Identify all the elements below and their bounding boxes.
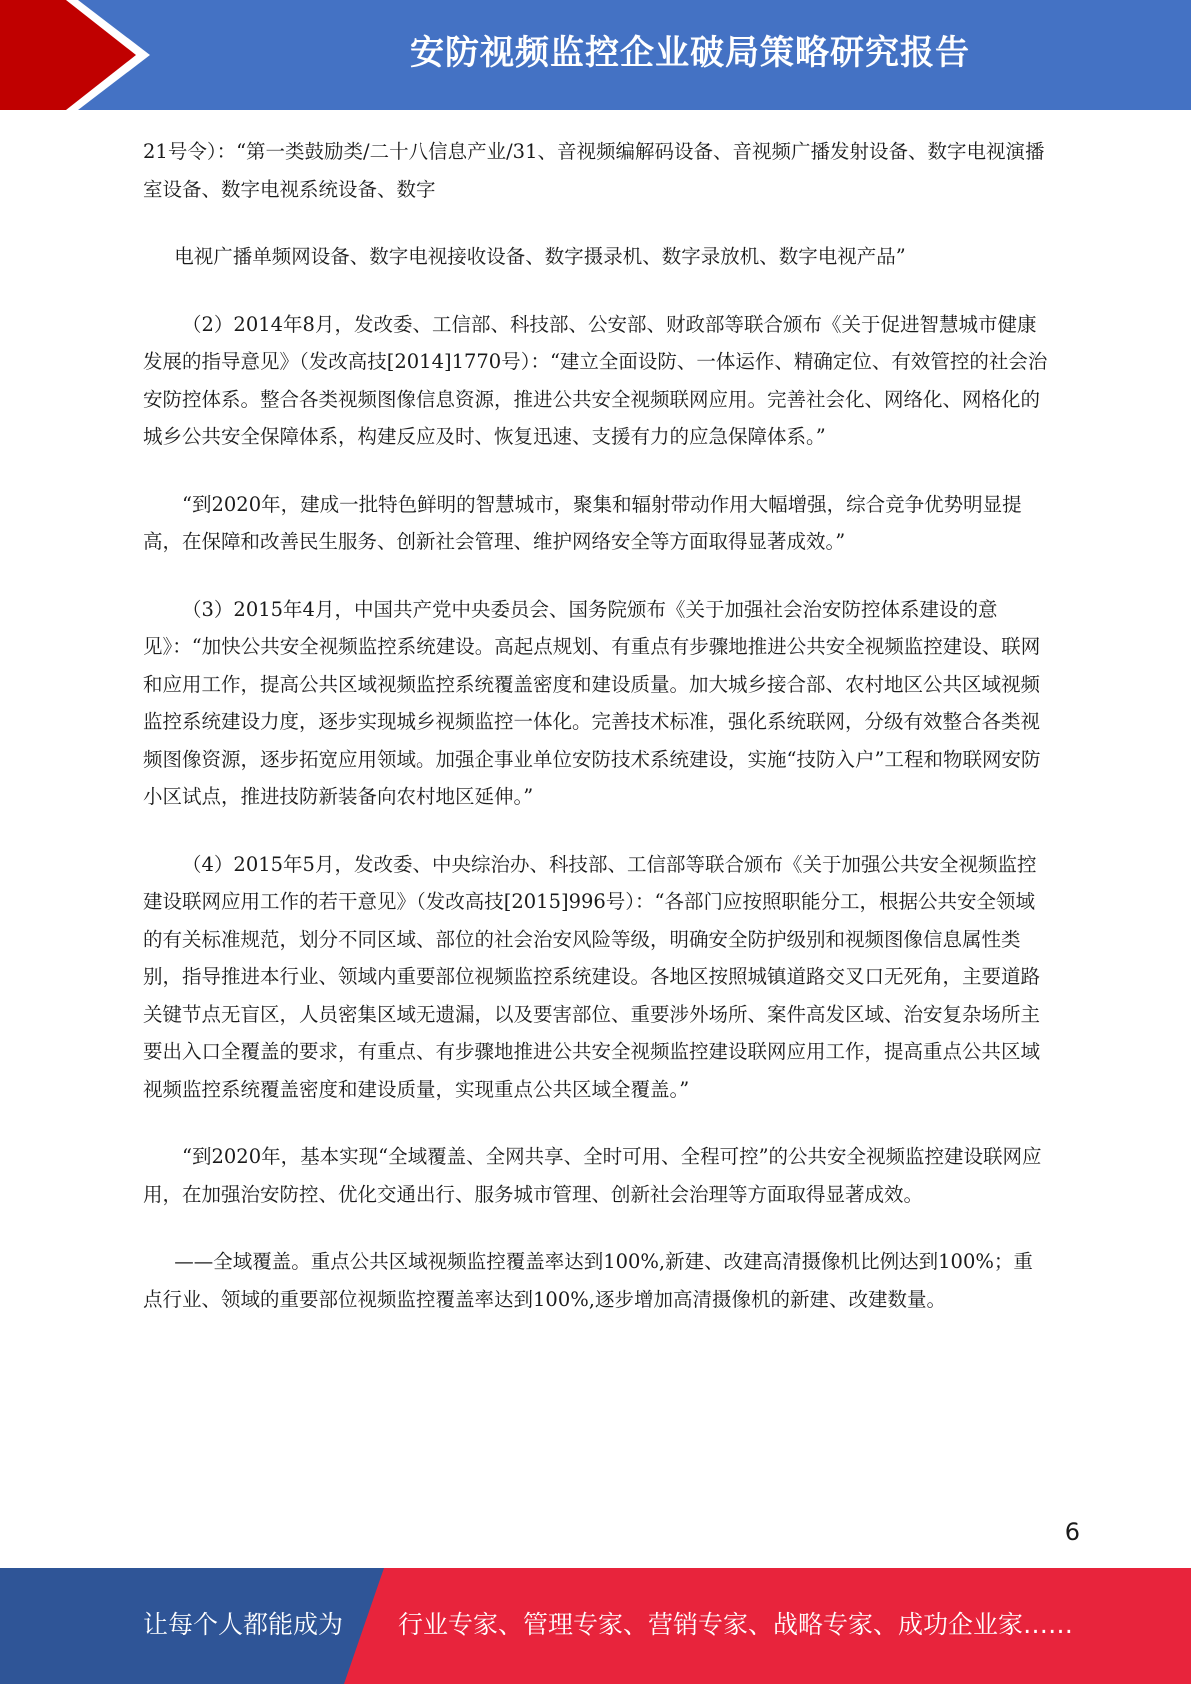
paragraph-2: 电视广播单频网设备、数字电视接收设备、数字摄录机、数字录放机、数字电视产品”	[174, 245, 906, 268]
footer-slogan-left: 让每个人都能成为	[143, 1610, 344, 1639]
page-number: 6	[1064, 1518, 1080, 1546]
paragraph-5: （3）2015年4月，中国共产党中央委员会、国务院颁布《关于加强社会治安防控体系建设的意见》：“加快公共安全视频监控系统建设。高起点规划、有重点有步骤地推进公共安全视频监控建设、联网和应用工作，提高公共区域视频监控系统覆盖密度和建设质量。加大城乡接合部、农村地区公共区域视频监控系统建设力度，逐步实现城乡视频监控一体化。完善技术标准，强化系统联网，分级有效整合各类视频图像资源，逐步拓宽应用领域。加强企事业单位安防技术系统建设，实施“技防入户”工程和物联网安防小区试点，推进技防新装备向农村地区延伸。”	[143, 597, 1041, 808]
paragraph-7: “到2020年，基本实现“全域覆盖、全网共享、全时可用、全程可控”的公共安全视频监控建设联网应用，在加强治安防控、优化交通出行、服务城市管理、创新社会治理等方面取得显著成效。	[143, 1145, 1042, 1206]
paragraph-1: 21号令）：“第一类鼓励类/二十八信息产业/31、音视频编解码设备、音视频广播发射设备、数字电视演播室设备、数字电视系统设备、数字	[143, 140, 1045, 201]
report-title: 安防视频监控企业破局策略研究报告	[410, 33, 970, 73]
page-footer	[0, 1568, 1191, 1684]
paragraph-4: “到2020年，建成一批特色鲜明的智慧城市，聚集和辐射带动作用大幅增强，综合竞争优势明显提高，在保障和改善民生服务、创新社会管理、维护网络安全等方面取得显著成效。”	[143, 492, 1022, 553]
page-header	[0, 0, 1191, 110]
paragraph-8: ——全域覆盖。重点公共区域视频监控覆盖率达到100%,新建、改建高清摄像机比例达到100%；重点行业、领域的重要部位视频监控覆盖率达到100%,逐步增加高清摄像机的新建、改建数量。	[143, 1250, 1033, 1311]
footer-slogan-right: 行业专家、管理专家、营销专家、战略专家、成功企业家……	[398, 1610, 1074, 1639]
document-body	[143, 133, 1048, 1318]
red-chevron-decoration	[0, 0, 150, 110]
paragraph-6: （4）2015年5月，发改委、中央综治办、科技部、工信部等联合颁布《关于加强公共安全视频监控建设联网应用工作的若干意见》（发改高技[2015]996号）：“各部门应按照职能分工，根据公共安全领域的有关标准规范，划分不同区域、部位的社会治安风险等级，明确安全防护级别和视频图像信息属性类别，指导推进本行业、领域内重要部位视频监控系统建设。各地区按照城镇道路交叉口无死角，主要道路关键节点无盲区，人员密集区域无遗漏，以及要害部位、重要涉外场所、案件高发区域、治安复杂场所主要出入口全覆盖的要求，有重点、有步骤地推进公共安全视频监控建设联网应用工作，提高重点公共区域视频监控系统覆盖密度和建设质量，实现重点公共区域全覆盖。”	[143, 852, 1041, 1101]
paragraph-3: （2）2014年8月，发改委、工信部、科技部、公安部、财政部等联合颁布《关于促进智慧城市健康发展的指导意见》（发改高技[2014]1770号）：“建立全面设防、一体运作、精确定位、有效管控的社会治安防控体系。整合各类视频图像信息资源，推进公共安全视频联网应用。完善社会化、网络化、网格化的城乡公共安全保障体系，构建反应及时、恢复迅速、支援有力的应急保障体系。”	[143, 312, 1048, 448]
